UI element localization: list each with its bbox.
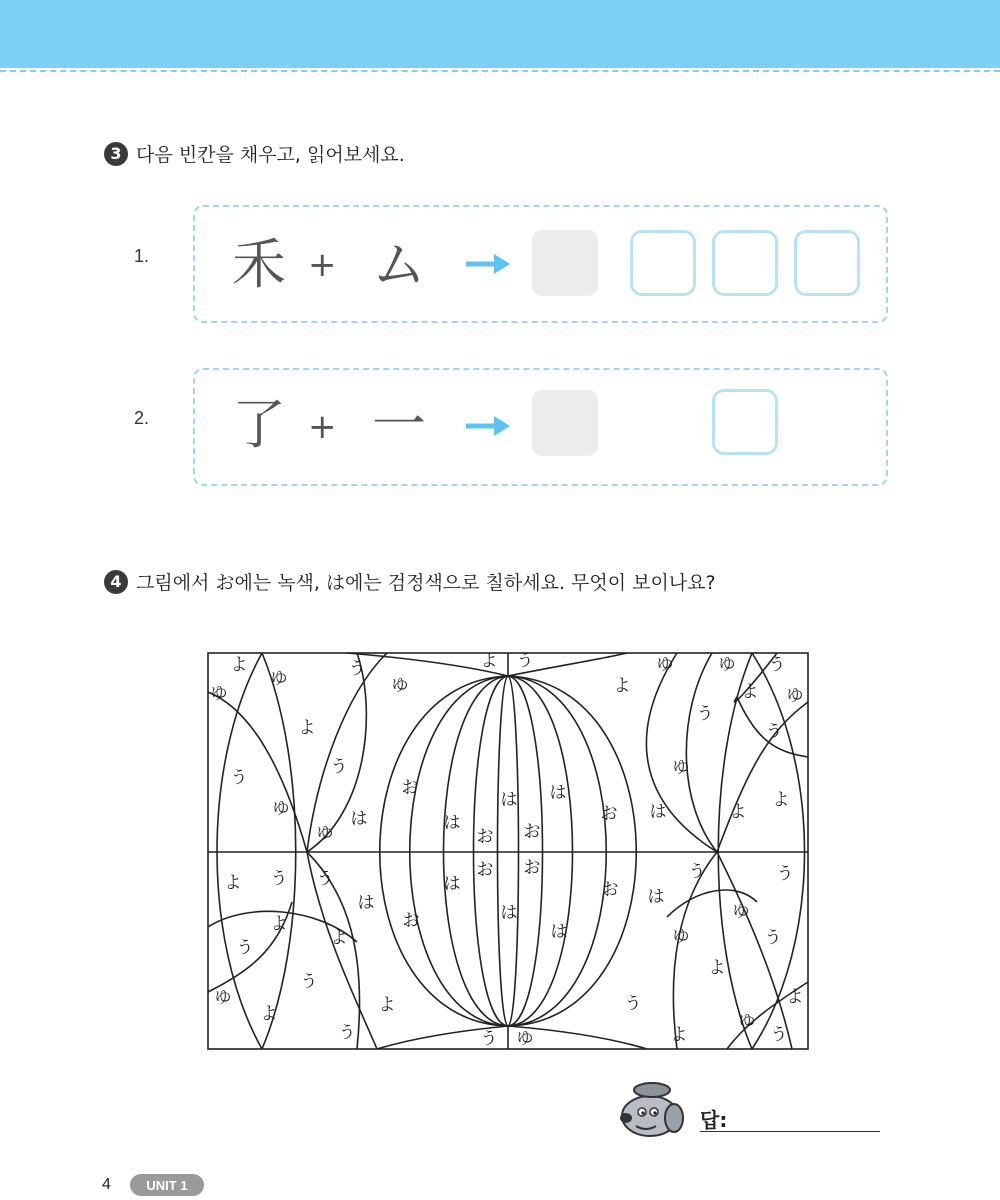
puzzle-kana-label: う [624,994,642,1014]
puzzle-kana-label: う [516,652,534,671]
dog-mascot-icon [612,1078,688,1138]
coloring-puzzle[interactable] [207,652,809,1050]
question-4-text: 그림에서 お에는 녹색, は에는 검정색으로 칠하세요. 무엇이 보이나요? [136,572,716,594]
puzzle-kana-label: う [764,928,782,948]
puzzle-kana-label: う [236,938,254,958]
puzzle-kana-label: う [270,869,288,889]
page-number: 4 [102,1176,111,1193]
puzzle-kana-label: よ [378,995,396,1015]
puzzle-kana-label: よ [270,914,288,934]
puzzle-kana-label: う [696,704,714,724]
puzzle-kana-label: は [647,887,665,907]
puzzle-kana-label: お [402,911,420,931]
puzzle-kana-label: ゆ [272,799,290,819]
puzzle-kana-label: ゆ [672,758,690,778]
puzzle-kana-label: う [770,1025,788,1045]
row-1-kana-box-3[interactable] [794,230,860,296]
puzzle-kana-label: う [300,972,318,992]
puzzle-kana-label: う [765,722,783,742]
puzzle-kana-label: う [480,1029,498,1049]
row-1-number: 1. [134,246,150,266]
puzzle-kana-label: ゆ [516,1029,534,1049]
row-1-kana-box-1[interactable] [630,230,696,296]
puzzle-kana-label: よ [224,873,242,893]
puzzle-kana-label: ゆ [738,1012,756,1032]
puzzle-kana-label: よ [480,652,498,671]
answer-label: 답: [700,1108,728,1132]
puzzle-kana-label: お [523,822,541,842]
row-2-right-part: 一 [372,393,426,456]
puzzle-kana-label: は [500,790,518,810]
puzzle-kana-label: う [316,869,334,889]
puzzle-kana-label: お [601,880,619,900]
puzzle-kana-label: ゆ [672,927,690,947]
puzzle-kana-label: は [550,922,568,942]
puzzle-kana-label: よ [260,1004,278,1024]
puzzle-kana-label: ゆ [316,824,334,844]
puzzle-kana-label: よ [613,676,631,696]
puzzle-kana-label: お [401,778,419,798]
puzzle-kana-label: ゆ [732,902,750,922]
puzzle-kana-label: よ [670,1025,688,1045]
question-4-number: 4 [104,570,128,594]
puzzle-kana-label: は [649,802,667,822]
puzzle-kana-label: ゆ [391,676,409,696]
question-3-number: 3 [104,142,128,166]
row-2-kanji-box[interactable] [532,390,598,456]
puzzle-kana-label: よ [729,802,747,822]
puzzle-kana-label: は [500,903,518,923]
question-4-heading [104,568,716,595]
puzzle-kana-label: よ [298,718,316,738]
puzzle-kana-label: ゆ [656,655,674,675]
puzzle-kana-label: ゆ [270,669,288,689]
answer-line[interactable] [700,1131,880,1132]
header-dashed-border [0,70,1000,72]
puzzle-kana-label: う [338,1023,356,1043]
puzzle-kana-label: よ [708,958,726,978]
puzzle-kana-label: う [330,757,348,777]
row-2-arrow-icon [466,414,510,438]
puzzle-kana-label: う [776,864,794,884]
unit-badge: UNIT 1 [130,1174,204,1196]
row-1-plus: + [308,245,337,285]
puzzle-kana-label: は [357,893,375,913]
puzzle-kana-label: う [688,862,706,882]
puzzle-kana-label: う [230,768,248,788]
row-1-kanji-box[interactable] [532,230,598,296]
puzzle-kana-label: ゆ [718,655,736,675]
row-2-number: 2. [134,408,150,428]
row-1-kana-box-2[interactable] [712,230,778,296]
row-1-arrow-icon [466,252,510,276]
puzzle-kana-label: は [443,813,461,833]
puzzle-kana-label: う [768,655,786,675]
row-2-kana-box-1[interactable] [712,389,778,455]
puzzle-kana-label: は [549,783,567,803]
row-1-right-part: ム [372,233,426,296]
puzzle-kana-label: お [476,860,494,880]
puzzle-kana-label: よ [741,682,759,702]
puzzle-kana-label: よ [772,790,790,810]
row-1-left-part: 禾 [232,233,286,296]
puzzle-kana-label: よ [230,655,248,675]
question-3-text: 다음 빈칸을 채우고, 읽어보세요. [136,144,405,166]
puzzle-kana-label: は [350,809,368,829]
header-band [0,0,1000,68]
puzzle-kana-label: よ [786,987,804,1007]
puzzle-kana-label: お [476,827,494,847]
puzzle-kana-label: ゆ [786,686,804,706]
puzzle-kana-label: お [523,858,541,878]
puzzle-kana-label: う [348,659,366,679]
puzzle-kana-label: ゆ [214,988,232,1008]
puzzle-kana-label: は [443,874,461,894]
question-3-heading [104,140,405,167]
row-2-plus: + [308,407,337,447]
row-2-left-part: 了 [232,393,286,456]
puzzle-kana-label: お [600,804,618,824]
puzzle-kana-label: ゆ [210,684,228,704]
puzzle-kana-label: よ [330,928,348,948]
